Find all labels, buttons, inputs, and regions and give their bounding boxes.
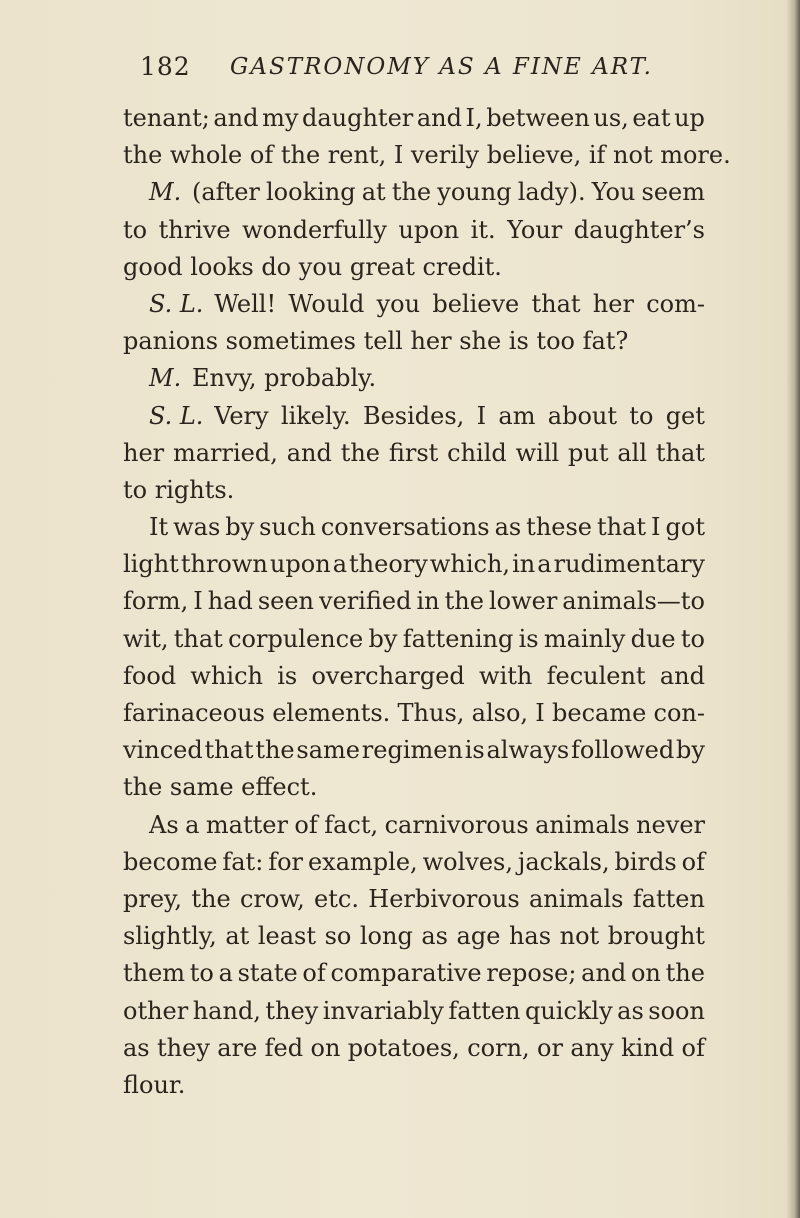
word: fattening — [402, 624, 514, 653]
word: corpulence — [228, 624, 364, 653]
word: Would — [288, 289, 365, 318]
word: wonderfully — [242, 215, 387, 244]
word: as — [494, 513, 522, 542]
text-line — [123, 360, 705, 397]
word: thrive — [158, 215, 231, 244]
word: on — [630, 959, 661, 988]
word: to — [123, 215, 148, 244]
speaker-label: M. — [149, 178, 182, 207]
word: overcharged — [311, 661, 465, 690]
word: same — [296, 736, 361, 765]
word: carnivorous — [384, 810, 529, 839]
text-line — [123, 769, 705, 806]
word: wit, — [123, 624, 169, 653]
word: Thus, — [397, 699, 465, 727]
word: the — [191, 884, 231, 913]
text-line — [123, 918, 705, 955]
word: con- — [653, 699, 705, 727]
word: as — [123, 1033, 150, 1062]
word: them — [123, 959, 186, 988]
word: they — [265, 996, 319, 1025]
word: tenant; — [123, 104, 210, 132]
line-text: the same effect. — [123, 773, 318, 802]
word: to — [629, 401, 654, 430]
word: a — [185, 810, 200, 839]
word: crow, — [240, 884, 305, 913]
word: believe — [432, 289, 520, 318]
word: about — [547, 401, 617, 430]
word: light — [123, 550, 179, 579]
text-line — [123, 435, 705, 472]
word: in — [512, 550, 536, 579]
word: any — [570, 1033, 614, 1062]
line-text: flour. — [123, 1070, 186, 1099]
line-text — [214, 286, 705, 323]
word: for — [268, 847, 304, 876]
text-line — [123, 174, 705, 211]
line-text — [123, 844, 705, 881]
word: fat: — [222, 847, 264, 876]
word: thrown — [180, 550, 268, 579]
line-text — [123, 918, 705, 955]
word: a — [332, 550, 347, 579]
speaker-label: S. L. — [149, 289, 204, 318]
word: feculent — [546, 661, 646, 690]
line-text — [123, 955, 705, 992]
word: theory — [349, 550, 428, 579]
word: animals — [528, 884, 624, 913]
text-line — [123, 1067, 705, 1104]
word: soon — [648, 996, 705, 1025]
word: I, — [465, 104, 483, 132]
word: first — [388, 438, 439, 467]
word: at — [225, 922, 250, 951]
page-header — [140, 52, 660, 92]
word: put — [568, 438, 609, 467]
word: quickly — [524, 996, 613, 1025]
word: invariably — [322, 996, 444, 1025]
word: that — [204, 736, 254, 765]
line-text — [123, 658, 705, 695]
text-line — [123, 583, 705, 620]
word: followed — [571, 736, 675, 765]
word: married, — [172, 438, 278, 467]
word: a — [537, 550, 552, 579]
word: I — [193, 587, 203, 616]
word: the — [391, 178, 432, 207]
word: least — [257, 922, 317, 951]
word: they — [157, 1033, 210, 1062]
text-line — [123, 509, 705, 546]
word: always — [486, 736, 570, 765]
running-title: GASTRONOMY AS A FINE ART. — [230, 54, 653, 80]
word: never — [636, 810, 705, 839]
text-line — [123, 398, 705, 435]
line-text: the whole of the rent, I verily believe, if not more. — [123, 141, 731, 170]
word: rudimentary — [553, 550, 705, 579]
word: fed — [264, 1033, 304, 1062]
word: also, — [471, 699, 529, 727]
word: that — [596, 513, 647, 542]
word: was — [173, 513, 221, 542]
word: by — [676, 736, 705, 765]
word: I — [651, 513, 661, 542]
word: elements. — [272, 699, 391, 727]
word: jackals, — [517, 847, 610, 876]
word: daughter’s — [573, 215, 705, 244]
word: food — [123, 661, 177, 690]
line-text: to rights. — [123, 475, 235, 504]
line-text — [123, 100, 705, 137]
word: a — [218, 959, 233, 988]
page-number: 182 — [140, 52, 191, 81]
page-edge-shadow — [786, 0, 800, 1218]
word: brought — [607, 922, 705, 951]
word: potatoes, — [347, 1033, 460, 1062]
speaker-label: S. L. — [149, 401, 204, 430]
line-text — [123, 546, 705, 583]
word: so — [324, 922, 352, 951]
word: which, — [429, 550, 511, 579]
word: other — [123, 996, 189, 1025]
word: upon — [269, 550, 331, 579]
text-line — [123, 621, 705, 658]
word: is — [464, 736, 485, 765]
text-line — [123, 658, 705, 695]
line-text — [123, 583, 705, 620]
word: fatten — [448, 996, 521, 1025]
word: us, — [593, 104, 629, 132]
word: the — [444, 587, 484, 616]
word: Your — [507, 215, 563, 244]
word: up — [674, 104, 705, 132]
text-line — [123, 212, 705, 249]
word: to — [189, 959, 214, 988]
word: example, — [307, 847, 418, 876]
word: that — [531, 289, 581, 318]
word: I — [535, 699, 545, 727]
text-line — [123, 286, 705, 323]
word: the — [255, 736, 295, 765]
word: likely. — [280, 401, 351, 430]
line-text: good looks do you great credit. — [123, 252, 502, 281]
word: (after — [192, 178, 260, 207]
word: due — [630, 624, 676, 653]
line-text — [123, 993, 705, 1030]
line-text: Envy, probably. — [192, 364, 377, 393]
text-line — [123, 844, 705, 881]
word: of — [681, 1033, 705, 1062]
text-line — [123, 472, 705, 509]
word: child — [447, 438, 507, 467]
word: the — [340, 438, 381, 467]
word: that — [173, 624, 223, 653]
word: in — [416, 587, 440, 616]
word: corn, — [467, 1033, 530, 1062]
word: is — [277, 661, 298, 690]
word: her — [592, 289, 634, 318]
word: looking — [266, 178, 356, 207]
word: which — [190, 661, 263, 690]
word: seem — [641, 178, 705, 207]
word: kind — [621, 1033, 675, 1062]
word: all — [617, 438, 648, 467]
word: become — [123, 847, 218, 876]
word: fatten — [632, 884, 705, 913]
word: com- — [646, 289, 705, 318]
word: lower — [488, 587, 558, 616]
word: Well! — [214, 289, 277, 318]
word: got — [665, 513, 705, 542]
text-line — [123, 137, 731, 174]
word: at — [361, 178, 386, 207]
line-text: panions sometimes tell her she is too fat? — [123, 327, 629, 356]
word: am — [498, 401, 536, 430]
word: I — [476, 401, 487, 430]
speaker-label: M. — [149, 364, 182, 393]
word: and — [213, 104, 259, 132]
text-line — [123, 881, 705, 918]
word: long — [359, 922, 413, 951]
word: by — [225, 513, 255, 542]
word: eat — [632, 104, 671, 132]
word: daughter — [301, 104, 414, 132]
text-line — [123, 323, 705, 360]
text-line — [123, 100, 705, 137]
line-text — [123, 1030, 705, 1067]
line-text — [149, 807, 705, 844]
word: has — [508, 922, 552, 951]
word: prey, — [123, 884, 183, 913]
word: animals—to — [562, 587, 705, 616]
word: not — [559, 922, 600, 951]
word: as — [617, 996, 644, 1025]
word: or — [537, 1033, 563, 1062]
word: of — [294, 810, 318, 839]
word: became — [552, 699, 647, 727]
word: As — [149, 810, 179, 839]
word: mainly — [543, 624, 626, 653]
word: lady). — [517, 178, 586, 207]
word: verified — [319, 587, 412, 616]
word: these — [526, 513, 592, 542]
word: of — [681, 847, 705, 876]
line-text — [149, 509, 705, 546]
line-text — [214, 398, 705, 435]
text-line — [123, 807, 705, 844]
word: state — [237, 959, 298, 988]
word: on — [310, 1033, 341, 1062]
word: birds — [614, 847, 677, 876]
text-line — [123, 1030, 705, 1067]
word: that — [655, 438, 705, 467]
word: will — [515, 438, 560, 467]
word: fact, — [324, 810, 379, 839]
word: matter — [205, 810, 288, 839]
text-line — [123, 249, 705, 286]
word: between — [486, 104, 590, 132]
word: her — [123, 438, 165, 467]
line-text — [192, 174, 705, 211]
body-text — [123, 100, 731, 1104]
line-text — [123, 881, 705, 918]
line-text — [123, 621, 705, 658]
word: vinced — [123, 736, 203, 765]
word: slightly, — [123, 922, 217, 951]
word: repose; — [486, 959, 577, 988]
word: comparative — [330, 959, 482, 988]
word: Herbivorous — [368, 884, 520, 913]
word: and — [286, 438, 332, 467]
word: It — [149, 513, 169, 542]
text-line — [123, 993, 705, 1030]
word: Besides, — [362, 401, 465, 430]
word: is — [518, 624, 539, 653]
word: you — [376, 289, 421, 318]
word: hand, — [192, 996, 261, 1025]
word: the — [665, 959, 705, 988]
word: regimen — [361, 736, 463, 765]
word: my — [262, 104, 299, 132]
text-line — [123, 695, 705, 732]
word: upon — [398, 215, 460, 244]
word: farinaceous — [123, 699, 265, 727]
word: young — [437, 178, 512, 207]
word: and — [659, 661, 705, 690]
word: wolves, — [422, 847, 513, 876]
word: are — [217, 1033, 258, 1062]
line-text — [123, 435, 705, 472]
word: such — [259, 513, 316, 542]
word: to — [680, 624, 705, 653]
line-text — [123, 695, 705, 732]
line-text — [123, 732, 705, 769]
text-line — [123, 955, 705, 992]
word: by — [368, 624, 398, 653]
word: You — [591, 178, 636, 207]
word: animals — [535, 810, 630, 839]
word: etc. — [314, 884, 359, 913]
word: age — [456, 922, 501, 951]
word: it. — [470, 215, 496, 244]
word: and — [416, 104, 462, 132]
text-line — [123, 732, 705, 769]
word: Very — [214, 401, 269, 430]
word: as — [421, 922, 448, 951]
word: with — [479, 661, 533, 690]
word: and — [581, 959, 627, 988]
word: had — [207, 587, 253, 616]
text-line — [123, 546, 705, 583]
word: form, — [123, 587, 189, 616]
word: of — [302, 959, 326, 988]
word: conversations — [320, 513, 490, 542]
word: get — [665, 401, 705, 430]
word: seen — [257, 587, 315, 616]
line-text — [123, 212, 705, 249]
